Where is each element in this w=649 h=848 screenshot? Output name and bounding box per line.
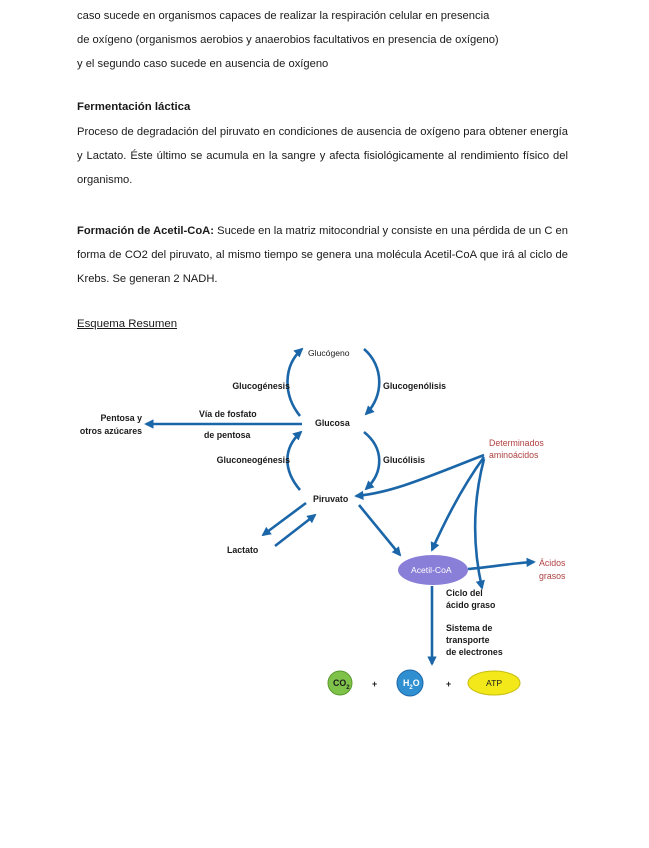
- fermentacion-heading: Fermentación láctica: [77, 101, 191, 113]
- label-acidos-1: Ácidos: [539, 558, 566, 568]
- intro-line-2: de oxígeno (organismos aerobios y anaerobios facultativos en presencia de oxígeno): [77, 34, 499, 46]
- label-sistema-1: Sistema de: [446, 623, 493, 633]
- label-glucolisis: Glucólisis: [383, 455, 426, 465]
- label-ciclo-2: ácido graso: [446, 600, 496, 610]
- label-pentosa-2: otros azúcares: [79, 426, 142, 436]
- label-acetil-coa: Acetil-CoA: [411, 565, 452, 575]
- intro-line-1: caso sucede en organismos capaces de realizar la respiración celular en presencia: [77, 10, 490, 22]
- label-glucogenolisis: Glucogenólisis: [383, 381, 447, 391]
- label-piruvato: Piruvato: [313, 494, 349, 504]
- label-sistema-3: de electrones: [446, 647, 503, 657]
- label-lactato: Lactato: [227, 545, 259, 555]
- label-glucosa: Glucosa: [315, 418, 350, 428]
- label-acidos-2: grasos: [539, 571, 566, 581]
- label-aminoacidos-1: Determinados: [489, 438, 544, 448]
- label-via-1: Vía de fosfato: [199, 409, 257, 419]
- h2o-h: H: [403, 678, 410, 688]
- label-sistema-2: transporte: [446, 635, 490, 645]
- label-via-2: de pentosa: [204, 430, 251, 440]
- label-gluconeogenesis: Gluconeogénesis: [216, 455, 290, 465]
- acetil-heading: Formación de Acetil-CoA:: [77, 225, 214, 237]
- arrow-glucogenolisis: [364, 349, 379, 414]
- arrow-glucolisis: [364, 432, 379, 489]
- label-ciclo-1: Ciclo del: [446, 588, 483, 598]
- label-pentosa-1: Pentosa y: [100, 413, 142, 423]
- arrow-lactato-piruvato: [275, 515, 315, 546]
- h2o-o: O: [412, 678, 420, 688]
- label-atp: ATP: [486, 678, 503, 688]
- co2-subscript: 2: [346, 685, 350, 691]
- fermentacion-text: Proceso de degradación del piruvato en condiciones de ausencia de oxígeno para obtener energía y Lactato. Éste último se acumula en la sangre y afecta fisiológicamente al rendimiento físico del organismo.: [77, 126, 568, 186]
- co2-main: CO: [333, 678, 347, 688]
- plus-2: +: [446, 679, 452, 689]
- h2o-subscript: 2: [409, 685, 413, 691]
- plus-1: +: [372, 679, 378, 689]
- esquema-title: Esquema Resumen: [77, 318, 178, 330]
- label-glucogeno: Glucógeno: [308, 348, 350, 358]
- arrow-piruvato-acetil: [359, 505, 400, 555]
- acetil-text: Sucede en la matriz mitocondrial y consiste en una pérdida de un C en forma de CO2 del piruvato, al mismo tiempo se genera una molécula Acetil-CoA que irá al ciclo de Krebs. Se generan 2 NADH.: [77, 225, 568, 285]
- label-glucogenesis: Glucogénesis: [232, 381, 290, 391]
- label-aminoacidos-2: aminoácidos: [489, 450, 539, 460]
- intro-line-3: y el segundo caso sucede en ausencia de oxígeno: [77, 58, 329, 70]
- arrow-piruvato-lactato: [263, 503, 306, 535]
